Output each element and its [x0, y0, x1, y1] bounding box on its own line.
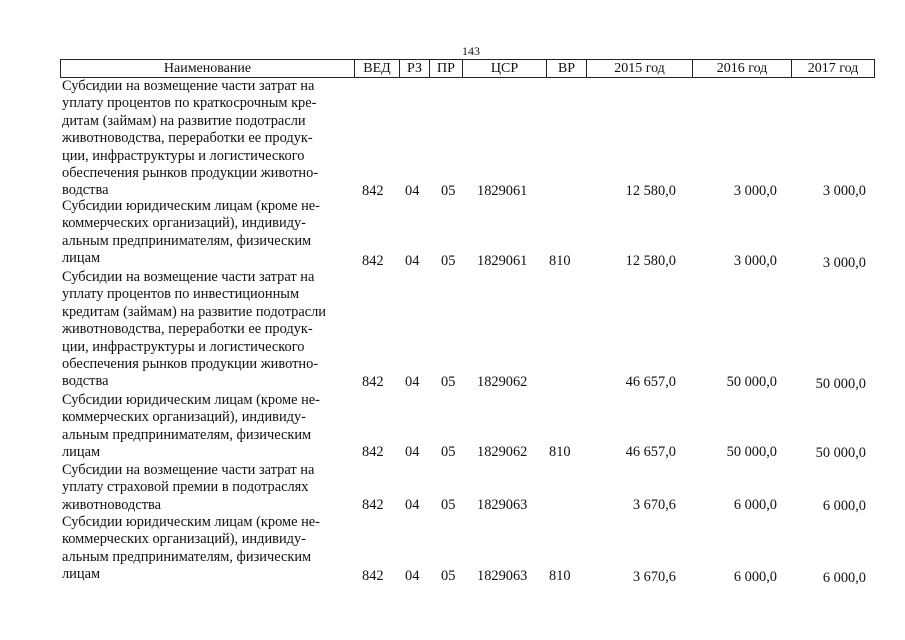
row-csr: 1829061: [477, 253, 528, 269]
row-ved: 842: [362, 444, 384, 460]
row-2017: 50 000,0: [815, 376, 866, 392]
page-number: 143: [462, 44, 480, 58]
row-rz: 04: [405, 374, 420, 390]
row-rz: 04: [405, 497, 420, 513]
row-rz: 04: [405, 568, 420, 584]
row-csr: 1829063: [477, 497, 528, 513]
row-vr: 810: [549, 253, 571, 269]
row-pr: 05: [441, 253, 456, 269]
table-header: [60, 59, 875, 78]
row-name: Субсидии юридическим лицам (кроме не- коммерческих организаций), индивиду- альным предпринимателям, физическим лицам: [62, 198, 320, 267]
row-vr: 810: [549, 444, 571, 460]
row-csr: 1829063: [477, 568, 528, 584]
row-pr: 05: [441, 444, 456, 460]
column-header-rz: РЗ: [400, 60, 430, 78]
row-pr: 05: [441, 183, 456, 199]
row-ved: 842: [362, 568, 384, 584]
row-2017: 6 000,0: [822, 570, 866, 586]
column-header-vr: ВР: [547, 60, 587, 78]
row-2015: 12 580,0: [625, 253, 676, 269]
row-rz: 04: [405, 444, 420, 460]
row-name: Субсидии юридическим лицам (кроме не- коммерческих организаций), индивиду- альным предпринимателям, физическим лицам: [62, 514, 320, 583]
row-ved: 842: [362, 374, 384, 390]
row-name: Субсидии на возмещение части затрат на уплату процентов по краткосрочным кре- дитам (займам) на развитие подотрасли животноводства, переработки ее продук- ции, инфраструктуры и логистического обеспечения рынков продукции животно- водства: [62, 78, 319, 199]
row-ved: 842: [362, 497, 384, 513]
column-header-2016: 2016 год: [693, 60, 792, 78]
column-header-ved: ВЕД: [355, 60, 400, 78]
row-rz: 04: [405, 183, 420, 199]
row-2016: 50 000,0: [726, 444, 777, 460]
row-name: Субсидии на возмещение части затрат на уплату страховой премии в подотраслях животноводства: [62, 462, 315, 513]
row-name: Субсидии на возмещение части затрат на уплату процентов по инвестиционным кредитам (займам) на развитие подотрасли животноводства, переработки ее продук- ции, инфраструктуры и логистического обеспечения рынков продукции животно- водства: [62, 269, 326, 390]
row-2017: 6 000,0: [822, 498, 866, 514]
row-2017: 3 000,0: [822, 183, 866, 199]
row-ved: 842: [362, 183, 384, 199]
row-2016: 3 000,0: [733, 253, 777, 269]
row-pr: 05: [441, 497, 456, 513]
row-2015: 46 657,0: [625, 374, 676, 390]
row-2015: 12 580,0: [625, 183, 676, 199]
row-2015: 3 670,6: [632, 497, 676, 513]
row-2016: 50 000,0: [726, 374, 777, 390]
column-header-name: Наименование: [61, 60, 355, 78]
row-vr: 810: [549, 568, 571, 584]
column-header-csr: ЦСР: [463, 60, 547, 78]
row-pr: 05: [441, 374, 456, 390]
row-2016: 6 000,0: [733, 569, 777, 585]
row-csr: 1829061: [477, 183, 528, 199]
row-2016: 6 000,0: [733, 497, 777, 513]
column-header-2017: 2017 год: [792, 60, 875, 78]
row-2017: 3 000,0: [822, 255, 866, 271]
row-2015: 3 670,6: [632, 569, 676, 585]
row-2015: 46 657,0: [625, 444, 676, 460]
row-csr: 1829062: [477, 374, 528, 390]
row-csr: 1829062: [477, 444, 528, 460]
row-ved: 842: [362, 253, 384, 269]
row-rz: 04: [405, 253, 420, 269]
row-2017: 50 000,0: [815, 445, 866, 461]
row-pr: 05: [441, 568, 456, 584]
column-header-2015: 2015 год: [587, 60, 693, 78]
row-2016: 3 000,0: [733, 183, 777, 199]
row-name: Субсидии юридическим лицам (кроме не- коммерческих организаций), индивиду- альным предпринимателям, физическим лицам: [62, 392, 320, 461]
column-header-pr: ПР: [430, 60, 463, 78]
